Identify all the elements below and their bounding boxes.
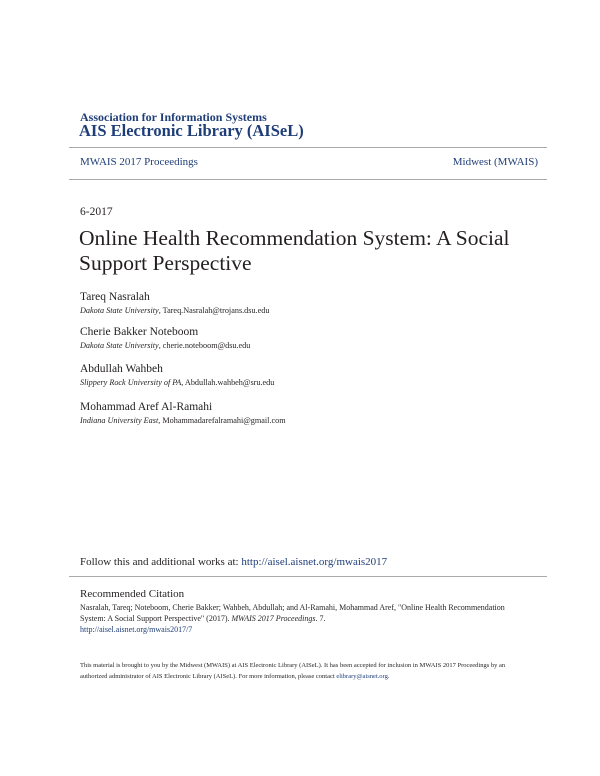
author-institution: Dakota State University	[80, 306, 159, 315]
citation-link[interactable]: http://aisel.aisnet.org/mwais2017/7	[80, 625, 193, 634]
recommended-citation	[80, 602, 530, 635]
library-name[interactable]: AIS Electronic Library (AISeL)	[79, 121, 304, 140]
citation-venue: MWAIS 2017 Proceedings	[231, 614, 316, 623]
midwest-link[interactable]: Midwest (MWAIS)	[452, 156, 538, 168]
author-email: Abdullah.wahbeh@sru.edu	[184, 378, 275, 387]
header-divider	[69, 147, 547, 148]
follow-divider	[69, 576, 547, 577]
author-email: Mohammadarefalramahi@gmail.com	[162, 416, 286, 425]
author-affiliation: Indiana University East, Mohammadarefalramahi@gmail.com	[80, 416, 286, 425]
contact-email-link[interactable]: elibrary@aisnet.org	[336, 673, 388, 680]
author-name: Mohammad Aref Al-Ramahi	[80, 401, 213, 413]
footer-text: This material is brought to you by the Midwest (MWAIS) at AIS Electronic Library (AISeL). It has been accepted for inclusion in MWAIS 2017 Proceedings by an authorized administrator of AIS Electronic Library (AISeL). For more information, please contact	[80, 662, 506, 680]
follow-line	[80, 556, 387, 568]
author-institution: Indiana University East	[80, 416, 159, 425]
follow-text: Follow this and additional works at:	[80, 556, 242, 568]
recommended-citation-heading: Recommended Citation	[80, 588, 185, 600]
proceedings-link[interactable]: MWAIS 2017 Proceedings	[80, 156, 198, 168]
citation-text: Nasralah, Tareq; Noteboom, Cherie Bakker; Wahbeh, Abdullah; and Al-Ramahi, Mohammad Aref, "Online Health Recommendation System: A Social Support Perspective" (2017).	[80, 603, 505, 623]
author-email: cherie.noteboom@dsu.edu	[162, 341, 251, 350]
author-affiliation: Dakota State University, cherie.noteboom@dsu.edu	[80, 341, 251, 350]
association-name: Association for Information Systems	[80, 110, 267, 124]
follow-link[interactable]: http://aisel.aisnet.org/mwais2017	[241, 556, 388, 568]
paper-date: 6-2017	[80, 206, 113, 218]
nav-divider	[69, 179, 547, 180]
author-affiliation: Dakota State University, Tareq.Nasralah@trojans.dsu.edu	[80, 306, 270, 315]
author-affiliation: Slippery Rock University of PA, Abdullah.wahbeh@sru.edu	[80, 378, 275, 387]
author-name: Cherie Bakker Noteboom	[80, 326, 199, 338]
author-institution: Slippery Rock University of PA	[80, 378, 182, 387]
paper-title: Online Health Recommendation System: A Social Support Perspective	[79, 226, 510, 275]
author-name: Abdullah Wahbeh	[80, 363, 163, 375]
footer-notice	[80, 660, 530, 682]
author-name: Tareq Nasralah	[80, 291, 150, 303]
author-institution: Dakota State University	[80, 341, 159, 350]
author-email: Tareq.Nasralah@trojans.dsu.edu	[162, 306, 270, 315]
citation-number: . 7.	[315, 614, 326, 623]
footer-end: .	[387, 673, 390, 680]
